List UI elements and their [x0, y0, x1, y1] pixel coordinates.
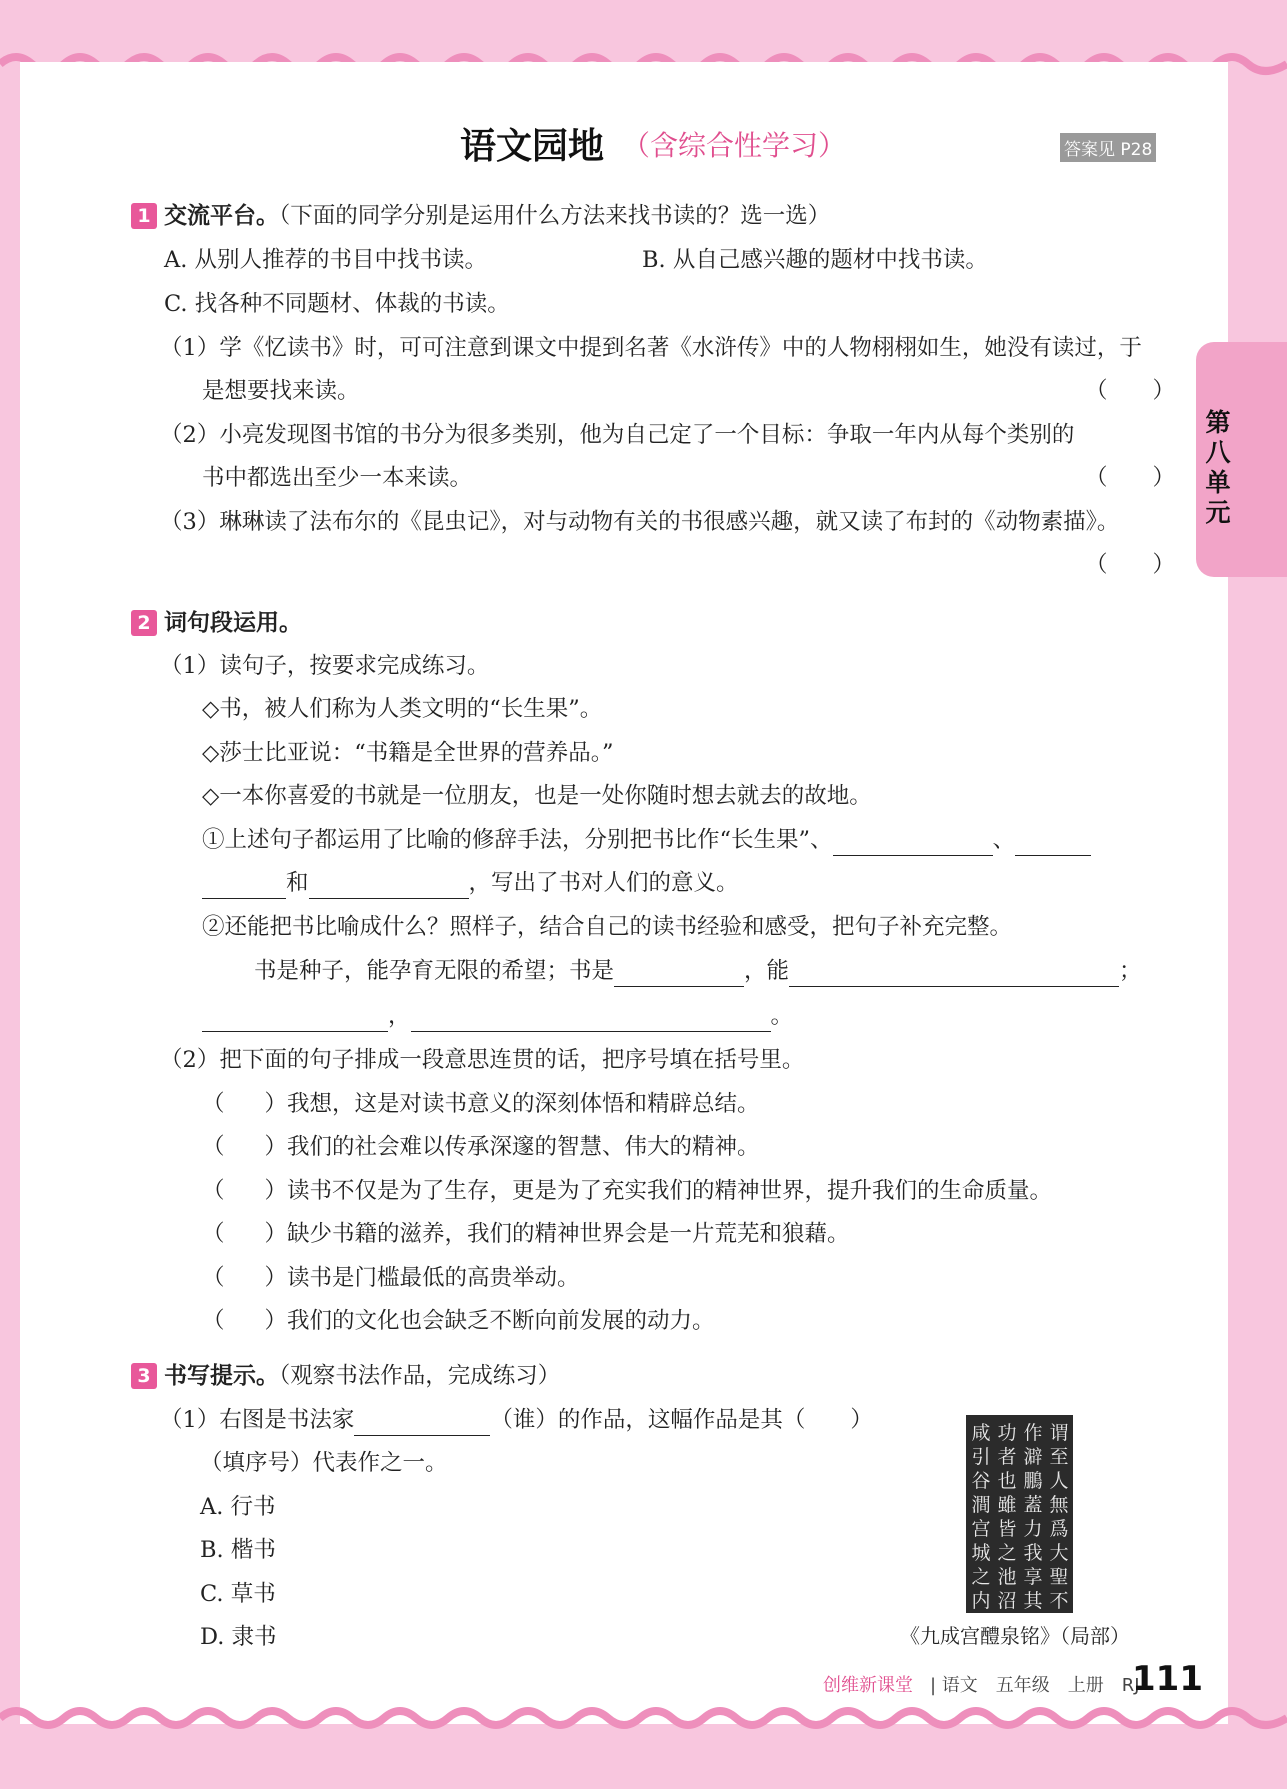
q1-item-2-line-2: 书中都选出至少一本来读。	[202, 465, 473, 491]
order-item-1	[202, 1088, 760, 1120]
blank-sentence-part-1[interactable]	[202, 1005, 388, 1032]
q2-task-1-ending: ，写出了书对人们的意义。	[468, 870, 739, 896]
option-b: B. 从自己感兴趣的题材中找书读。	[642, 247, 988, 273]
q2-task-2-instruction: ②还能把书比喻成什么？照样子，结合自己的读书经验和感受，把句子补充完整。	[202, 914, 1013, 940]
q1-item-1-line-1: （1）学《忆读书》时，可可注意到课文中提到名著《水浒传》中的人物栩栩如生，她没有读过，于	[160, 335, 1142, 361]
q2-sentence-1: ◇书，被人们称为人类文明的“长生果”。	[202, 696, 603, 722]
q2-sentence-2: ◇莎士比亚说：“书籍是全世界的营养品。”	[202, 740, 614, 766]
order-answer-2[interactable]: （	[202, 1134, 225, 1160]
unit-side-tab-label: 第八单元	[1205, 408, 1231, 527]
period: 。	[770, 1003, 794, 1029]
example-text: 书是种子，能孕育无限的希望；书是	[254, 958, 615, 984]
q2-sentence-3: ◇一本你喜爱的书就是一位朋友，也是一处你随时想去就去的故地。	[202, 783, 872, 809]
q2-task-1-line-2	[202, 867, 739, 899]
blank-calligrapher[interactable]	[354, 1409, 490, 1436]
order-answer-3[interactable]: （	[202, 1178, 225, 1204]
page-number: 111	[1132, 1659, 1203, 1699]
comma: 、	[992, 827, 1016, 853]
option-c: C. 找各种不同题材、体裁的书读。	[164, 291, 510, 317]
order-paren-close: ）	[264, 1091, 288, 1117]
order-item-2	[202, 1131, 760, 1163]
question-1-number: 1	[131, 203, 157, 229]
q1-item-3-line-1: （3）琳琳读了法布尔的《昆虫记》，对与动物有关的书很感兴趣，就又读了布封的《动物素描》。	[160, 509, 1120, 535]
bottom-wavy-border	[0, 1700, 1287, 1740]
blank-sentence-part-2[interactable]	[411, 1005, 771, 1032]
q2-task-1-text: ①上述句子都运用了比喻的修辞手法，分别把书比作“长生果”、	[202, 827, 833, 853]
option-a: A. 从别人推荐的书目中找书读。	[164, 247, 488, 273]
order-sentence: 读书不仅是为了生存，更是为了充实我们的精神世界，提升我们的生命质量。	[287, 1178, 1053, 1204]
q3-option-c: C. 草书	[200, 1581, 276, 1607]
order-item-5	[202, 1262, 580, 1294]
page-title: 语文园地	[460, 126, 605, 167]
question-1-heading	[164, 200, 830, 232]
order-sentence: 我想，这是对读书意义的深刻体悟和精辟总结。	[287, 1091, 760, 1117]
calligraphy-caption: 《九成宫醴泉铭》（局部）	[900, 1624, 1130, 1648]
comma-2: ，	[388, 1003, 411, 1029]
question-3-heading	[164, 1360, 560, 1392]
question-2-number: 2	[131, 610, 157, 636]
order-item-6	[202, 1305, 715, 1337]
calligraphy-column-4: 咸引谷澗宫城之内	[971, 1422, 991, 1612]
q2-part-1-instruction: （1）读句子，按要求完成练习。	[160, 653, 490, 679]
order-sentence: 读书是门槛最低的高贵举动。	[287, 1265, 580, 1291]
order-item-4	[202, 1218, 850, 1250]
order-sentence: 我们的文化也会缺乏不断向前发展的动力。	[287, 1308, 715, 1334]
blank-metaphor-4[interactable]	[309, 872, 469, 899]
footer-info: | 语文 五年级 上册 RJ	[930, 1675, 1140, 1696]
and-word: 和	[286, 870, 309, 896]
question-1-title: 交流平台。	[164, 203, 279, 229]
q1-item-1-answer[interactable]: （ ）	[1085, 378, 1176, 404]
q1-item-1-line-2: 是想要找来读。	[202, 378, 360, 404]
q1-item-2-line-1: （2）小亮发现图书馆的书分为很多类别，他为自己定了一个目标：争取一年内从每个类别的	[160, 422, 1075, 448]
q3-option-d: D. 隶书	[200, 1624, 277, 1650]
calligraphy-image	[966, 1415, 1073, 1613]
page-subtitle: （含综合性学习）	[622, 129, 847, 162]
order-paren-close: ）	[264, 1221, 288, 1247]
order-answer-1[interactable]: （	[202, 1091, 225, 1117]
q3-option-b: B. 楷书	[200, 1537, 276, 1563]
q1-item-2-answer[interactable]: （ ）	[1085, 465, 1176, 491]
blank-metaphor-2[interactable]	[833, 829, 993, 856]
order-paren-close: ）	[264, 1265, 288, 1291]
q1-item-3-answer[interactable]: （ ）	[1085, 552, 1176, 578]
order-paren-close: ）	[264, 1134, 288, 1160]
question-1-instruction: （下面的同学分别是运用什么方法来找书读的？选一选）	[279, 203, 831, 229]
blank-book-can[interactable]	[789, 960, 1119, 987]
calligraphy-column-3: 功者也雖皆之池沼	[997, 1422, 1017, 1612]
q3-line-1-end: （谁）的作品，这幅作品是其（ ）	[490, 1407, 873, 1433]
footer-brand: 创维新课堂	[823, 1675, 913, 1696]
blank-metaphor-3-end[interactable]	[202, 872, 286, 899]
order-paren-close: ）	[264, 1178, 288, 1204]
q3-line-2: （填序号）代表作之一。	[200, 1450, 448, 1476]
q2-part-2-instruction: （2）把下面的句子排成一段意思连贯的话，把序号填在括号里。	[160, 1047, 805, 1073]
q2-task-1-line-1	[202, 824, 1091, 856]
question-3-number: 3	[131, 1363, 157, 1389]
calligraphy-column-2: 作澼鵬蓋力我享其	[1023, 1422, 1043, 1612]
q2-task-2-example-line	[254, 955, 1142, 987]
question-2-title: 词句段运用。	[164, 610, 302, 636]
question-3-instruction: （观察书法作品，完成练习）	[279, 1363, 561, 1389]
q3-line-1-start: （1）右图是书法家	[160, 1407, 355, 1433]
order-answer-4[interactable]: （	[202, 1221, 225, 1247]
answer-reference-badge: 答案见 P28	[1060, 133, 1156, 162]
blank-metaphor-3-start[interactable]	[1015, 829, 1091, 856]
order-answer-6[interactable]: （	[202, 1308, 225, 1334]
semicolon: ；	[1119, 958, 1142, 984]
question-3-title: 书写提示。	[164, 1363, 279, 1389]
blank-book-is[interactable]	[614, 960, 744, 987]
example-can: ，能	[744, 958, 790, 984]
order-sentence: 缺少书籍的滋养，我们的精神世界会是一片荒芜和狼藉。	[287, 1221, 850, 1247]
q3-line-1	[160, 1404, 873, 1436]
calligraphy-column-1: 谓至人無爲大聖不	[1049, 1422, 1069, 1612]
order-answer-5[interactable]: （	[202, 1265, 225, 1291]
order-sentence: 我们的社会难以传承深邃的智慧、伟大的精神。	[287, 1134, 760, 1160]
order-paren-close: ）	[264, 1308, 288, 1334]
q3-option-a: A. 行书	[200, 1494, 276, 1520]
order-item-3	[202, 1175, 1052, 1207]
q2-task-2-line-2	[202, 1000, 793, 1032]
